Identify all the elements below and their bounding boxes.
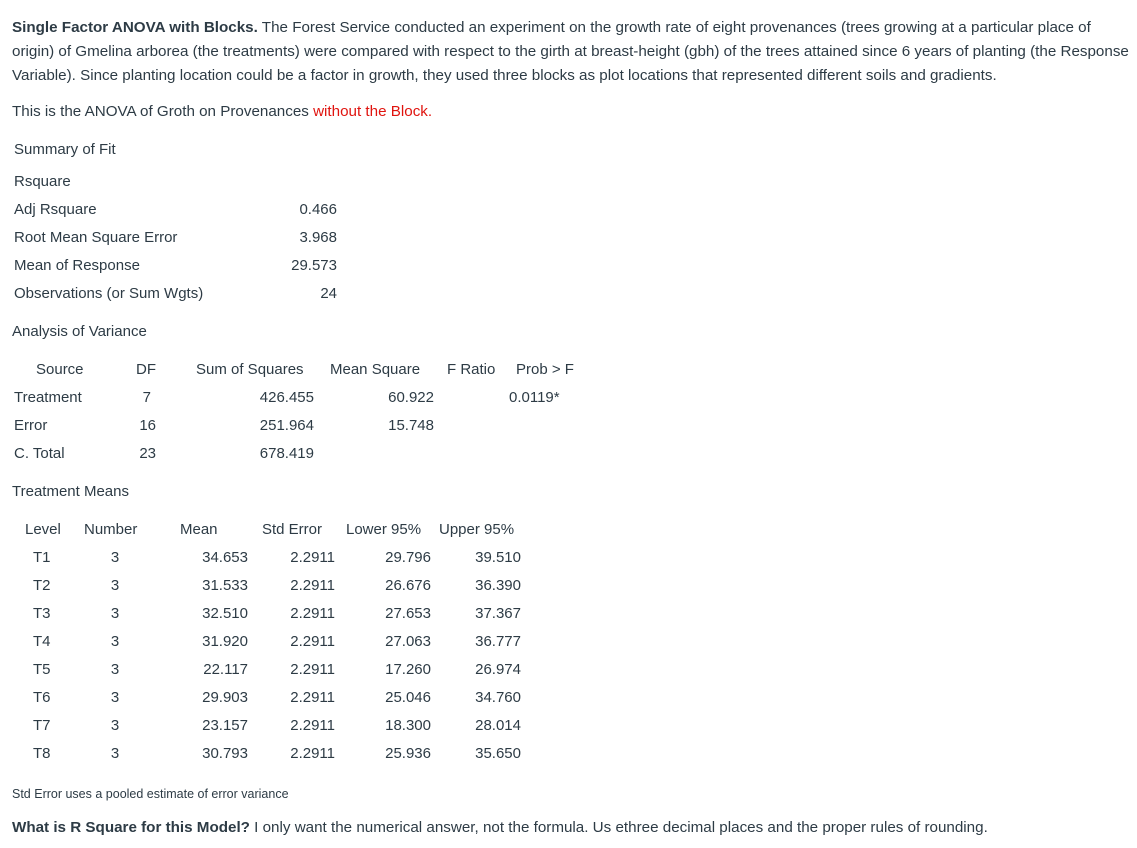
means-se: 2.2911 xyxy=(290,577,335,594)
means-level: T6 xyxy=(33,689,51,706)
anova-ms-treatment: 60.922 xyxy=(388,389,434,406)
anova-df-total: 23 xyxy=(139,445,156,462)
means-mean: 29.903 xyxy=(202,689,248,706)
means-upper: 35.650 xyxy=(475,745,521,762)
summary-value-adj-rsquare: 0.466 xyxy=(299,201,337,218)
means-level: T8 xyxy=(33,745,51,762)
anova-heading: Analysis of Variance xyxy=(12,323,147,340)
means-header-level: Level xyxy=(25,521,61,538)
means-upper: 26.974 xyxy=(475,661,521,678)
summary-value-mean-response: 29.573 xyxy=(291,257,337,274)
means-header-mean: Mean xyxy=(180,521,218,538)
summary-label-mean-response: Mean of Response xyxy=(14,257,140,274)
summary-label-rmse: Root Mean Square Error xyxy=(14,229,178,246)
anova-header-source: Source xyxy=(36,361,84,378)
anova-header-f: F Ratio xyxy=(447,361,496,378)
summary-label-observations: Observations (or Sum Wgts) xyxy=(14,285,204,302)
anova-note-prefix: This is the ANOVA of Groth on Provenances xyxy=(12,103,314,120)
means-number: 3 xyxy=(110,661,120,678)
means-mean: 32.510 xyxy=(202,605,248,622)
means-mean: 34.653 xyxy=(202,549,248,566)
anova-ss-total: 678.419 xyxy=(259,445,314,462)
means-upper: 37.367 xyxy=(475,605,521,622)
anova-df-error: 16 xyxy=(139,417,156,434)
means-heading: Treatment Means xyxy=(12,483,129,500)
means-lower: 27.653 xyxy=(385,605,431,622)
means-level: T7 xyxy=(33,717,51,734)
anova-header-ms: Mean Square xyxy=(330,361,421,378)
means-lower: 17.260 xyxy=(385,661,431,678)
means-se: 2.2911 xyxy=(290,549,335,566)
means-number: 3 xyxy=(110,577,120,594)
means-lower: 27.063 xyxy=(385,633,431,650)
means-se: 2.2911 xyxy=(290,633,335,650)
means-lower: 26.676 xyxy=(385,577,431,594)
intro-title: Single Factor ANOVA with Blocks. xyxy=(12,19,258,36)
means-lower: 18.300 xyxy=(385,717,431,734)
anova-ss-error: 251.964 xyxy=(259,417,314,434)
means-upper: 39.510 xyxy=(475,549,521,566)
anova-ms-error: 15.748 xyxy=(388,417,434,434)
means-upper: 34.760 xyxy=(475,689,521,706)
means-number: 3 xyxy=(110,689,120,706)
means-upper: 36.390 xyxy=(475,577,521,594)
anova-note-highlight: without the Block. xyxy=(313,103,433,120)
means-lower: 25.046 xyxy=(385,689,431,706)
summary-label-adj-rsquare: Adj Rsquare xyxy=(14,201,97,218)
means-number: 3 xyxy=(110,549,120,566)
question-text: I only want the numerical answer, not the formula. Us ethree decimal places and the proper rules of rounding. xyxy=(249,819,988,836)
question xyxy=(12,818,988,838)
means-level: T4 xyxy=(33,633,51,650)
means-header-upper: Upper 95% xyxy=(439,521,515,538)
means-number: 3 xyxy=(110,605,120,622)
means-number: 3 xyxy=(110,633,120,650)
means-level: T2 xyxy=(33,577,51,594)
means-lower: 29.796 xyxy=(385,549,431,566)
means-se: 2.2911 xyxy=(290,717,335,734)
means-mean: 30.793 xyxy=(202,745,248,762)
means-header-number: Number xyxy=(84,521,138,538)
means-note: Std Error uses a pooled estimate of error variance xyxy=(12,787,289,801)
summary-value-observations: 24 xyxy=(320,285,337,302)
means-level: T5 xyxy=(33,661,51,678)
means-se: 2.2911 xyxy=(290,745,335,762)
means-mean: 31.920 xyxy=(202,633,248,650)
anova-df-treatment: 7 xyxy=(142,389,151,406)
intro-paragraph xyxy=(12,16,1130,88)
anova-note xyxy=(12,100,432,124)
means-level: T1 xyxy=(33,549,51,566)
anova-source-error: Error xyxy=(14,417,48,434)
anova-p-treatment: 0.0119* xyxy=(509,389,560,406)
question-bold: What is R Square for this Model? xyxy=(12,819,250,836)
anova-source-treatment: Treatment xyxy=(14,389,82,406)
summary-label-rsquare: Rsquare xyxy=(14,173,71,190)
means-header-se: Std Error xyxy=(262,521,323,538)
means-mean: 31.533 xyxy=(202,577,248,594)
means-mean: 23.157 xyxy=(202,717,248,734)
anova-header-df: DF xyxy=(136,361,156,378)
means-number: 3 xyxy=(110,717,120,734)
means-upper: 36.777 xyxy=(475,633,521,650)
means-upper: 28.014 xyxy=(475,717,521,734)
means-lower: 25.936 xyxy=(385,745,431,762)
summary-of-fit-heading: Summary of Fit xyxy=(14,141,116,158)
summary-value-rmse: 3.968 xyxy=(299,229,337,246)
anova-ss-treatment: 426.455 xyxy=(259,389,314,406)
anova-source-total: C. Total xyxy=(14,445,65,462)
anova-header-ss: Sum of Squares xyxy=(196,361,304,378)
means-se: 2.2911 xyxy=(290,605,335,622)
means-se: 2.2911 xyxy=(290,689,335,706)
anova-header-p: Prob > F xyxy=(516,361,574,378)
means-mean: 22.117 xyxy=(203,661,248,678)
intro-body: The Forest Service conducted an experiment on the growth rate of eight provenances (trees growing at a particular place of origin) of Gmelina arborea (the treatments) were compared with respect to the girth at breast-height (gbh) of the trees attained since 6 years of planting (the Response Variable). Since planting location could be a factor in growth, they used three blocks as plot locations that represented different soils and gradients. xyxy=(12,19,1129,84)
means-header-lower: Lower 95% xyxy=(346,521,422,538)
means-level: T3 xyxy=(33,605,51,622)
means-se: 2.2911 xyxy=(290,661,335,678)
means-number: 3 xyxy=(110,745,120,762)
